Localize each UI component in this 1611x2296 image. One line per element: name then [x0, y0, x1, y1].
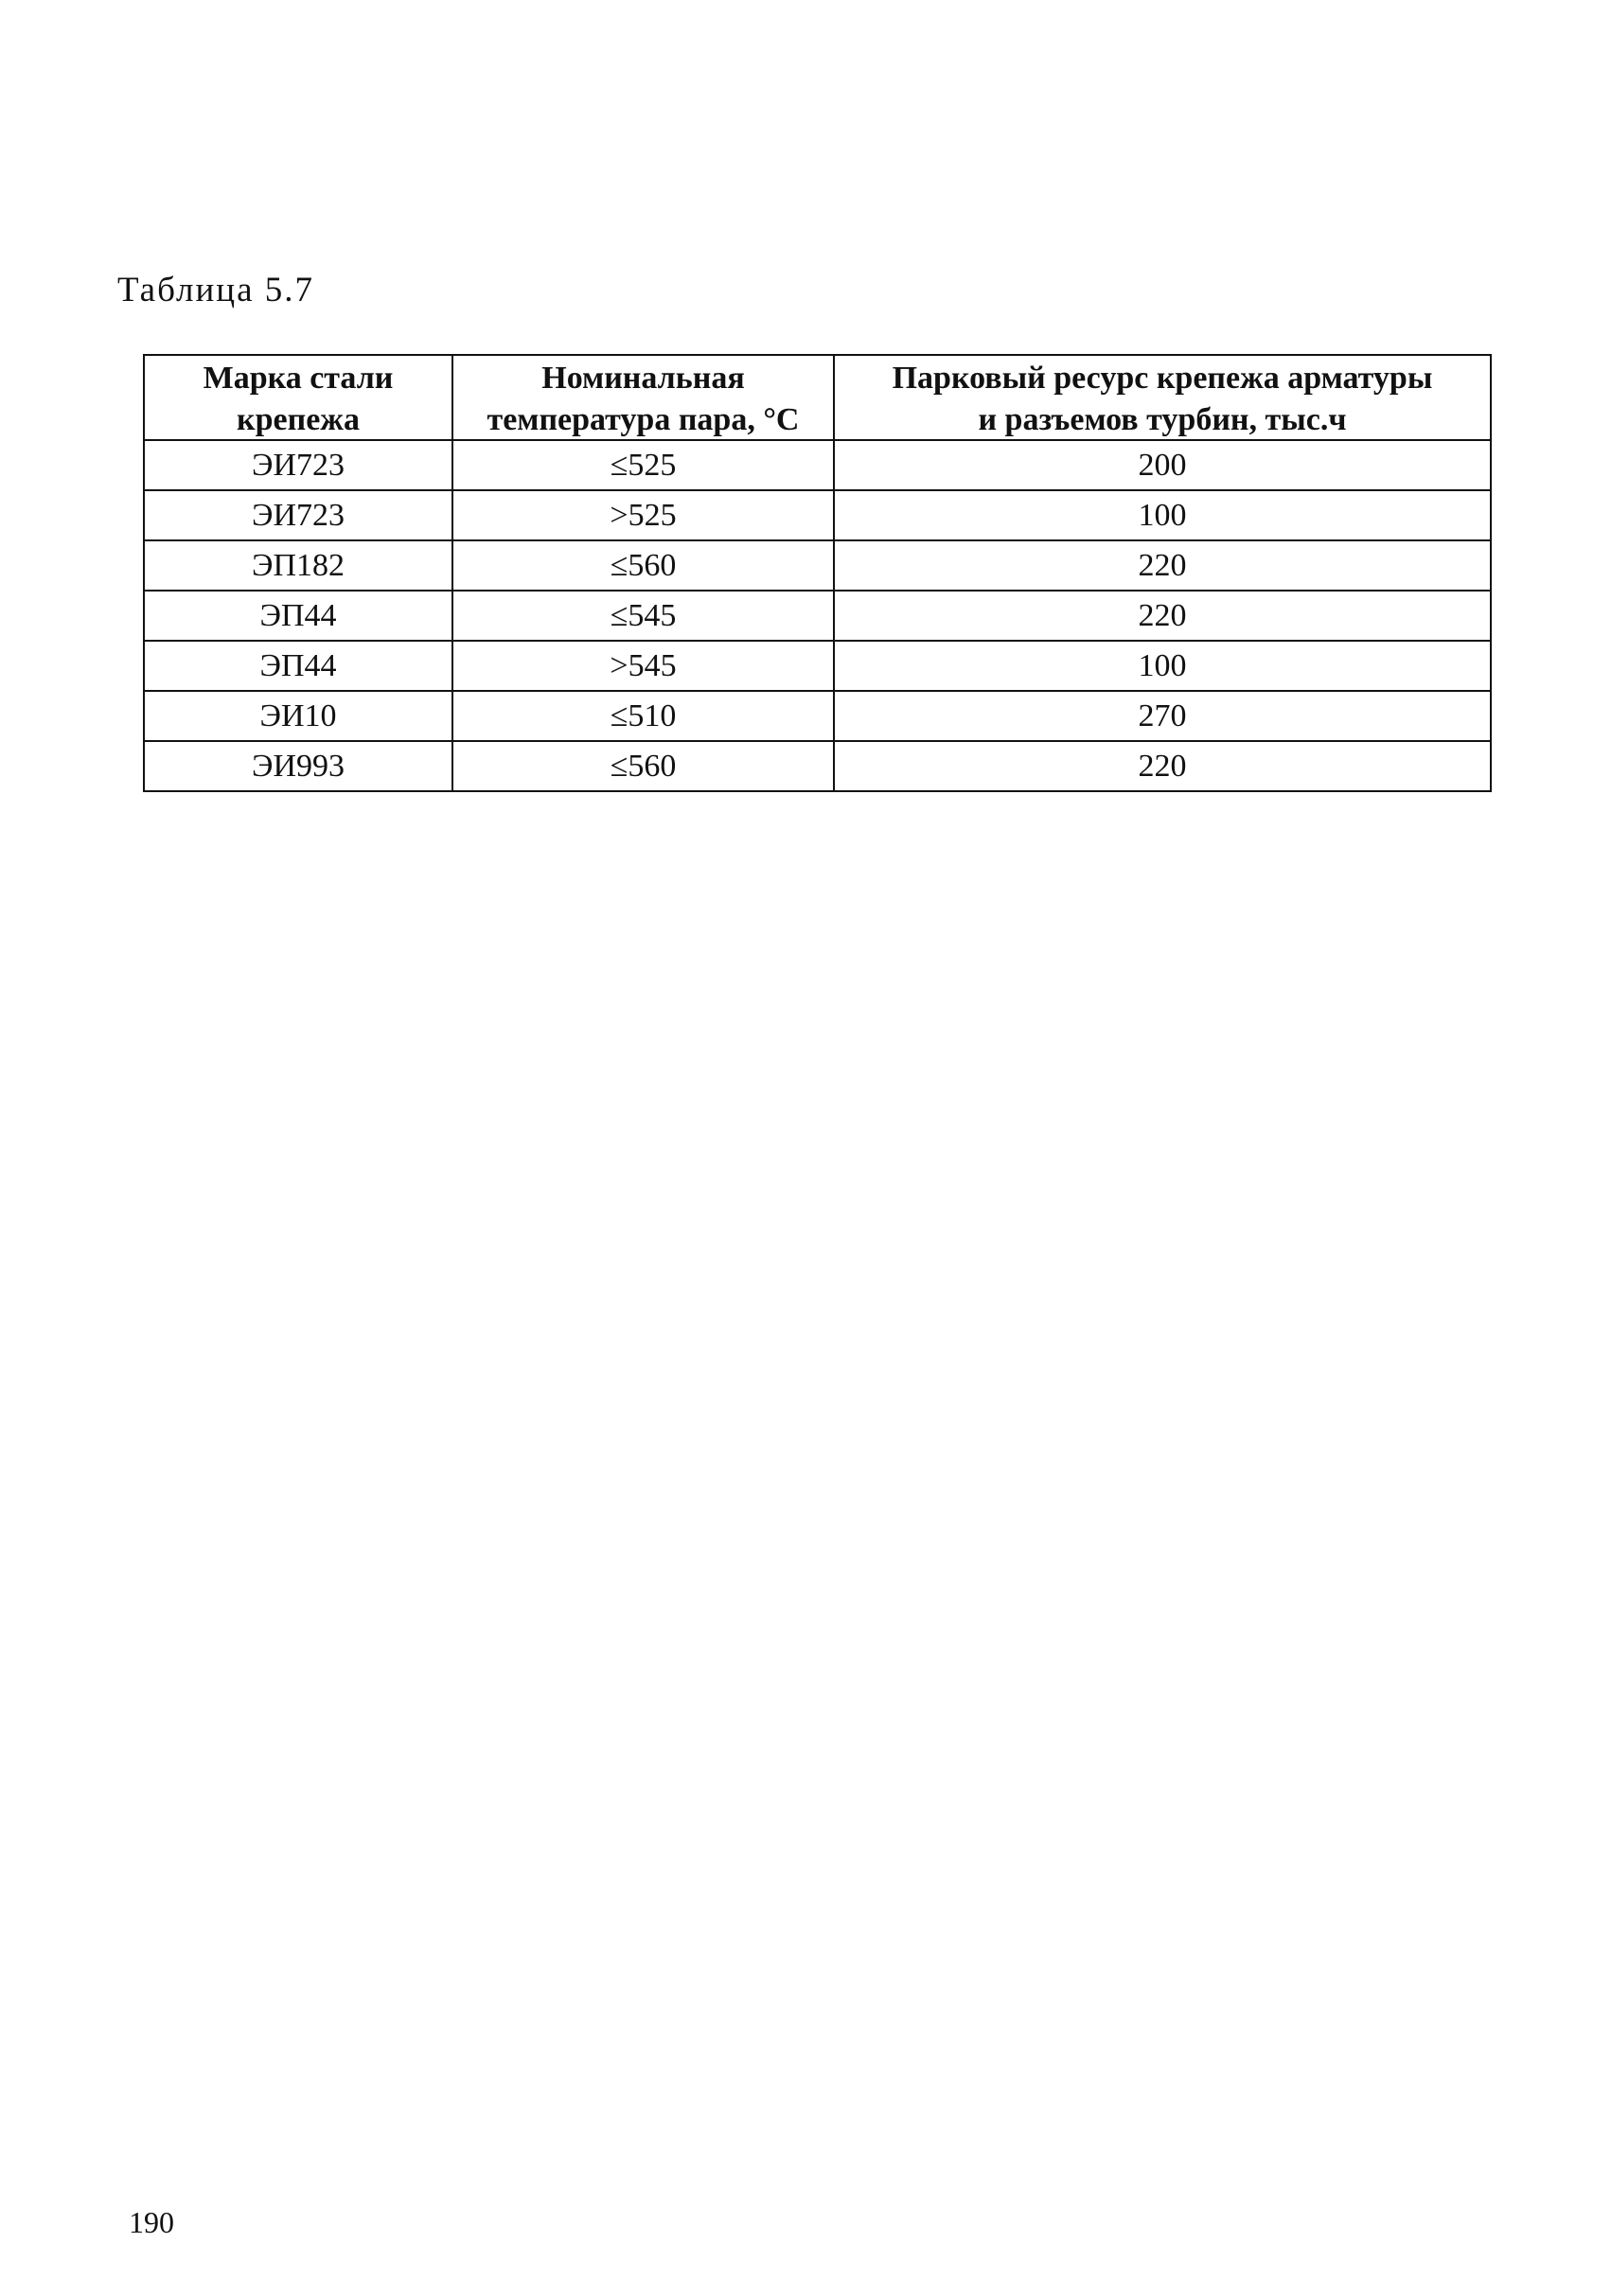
cell-resource: 220: [834, 540, 1491, 591]
cell-steel: ЭИ10: [144, 691, 452, 741]
cell-resource: 220: [834, 591, 1491, 641]
cell-resource: 270: [834, 691, 1491, 741]
cell-steel: ЭП44: [144, 641, 452, 691]
table-row: [144, 691, 1491, 741]
table-row: [144, 540, 1491, 591]
cell-temperature: ≤560: [452, 741, 834, 791]
steel-resource-table: [143, 354, 1492, 792]
header-temperature-line1: Номинальная: [541, 361, 745, 396]
cell-temperature: ≤525: [452, 440, 834, 490]
cell-steel: ЭИ723: [144, 440, 452, 490]
header-steel-grade-line1: Марка стали: [203, 361, 394, 396]
header-temperature: [452, 355, 834, 440]
table-row: [144, 741, 1491, 791]
cell-steel: ЭП182: [144, 540, 452, 591]
cell-resource: 100: [834, 641, 1491, 691]
cell-temperature: >525: [452, 490, 834, 540]
header-steel-grade: [144, 355, 452, 440]
cell-resource: 220: [834, 741, 1491, 791]
cell-steel: ЭП44: [144, 591, 452, 641]
table-row: [144, 490, 1491, 540]
cell-resource: 100: [834, 490, 1491, 540]
cell-resource: 200: [834, 440, 1491, 490]
cell-temperature: ≤545: [452, 591, 834, 641]
table-caption: Таблица 5.7: [117, 271, 314, 309]
cell-temperature: >545: [452, 641, 834, 691]
cell-temperature: ≤510: [452, 691, 834, 741]
page-number: 190: [129, 2205, 174, 2239]
header-park-resource: [834, 355, 1491, 440]
header-park-resource-line2: и разъемов турбин, тыс.ч: [978, 402, 1347, 437]
cell-steel: ЭИ723: [144, 490, 452, 540]
header-steel-grade-line2: крепежа: [237, 402, 360, 437]
cell-steel: ЭИ993: [144, 741, 452, 791]
table-row: [144, 591, 1491, 641]
table-header-row: [144, 355, 1491, 440]
header-park-resource-line1: Парковый ресурс крепежа арматуры: [892, 361, 1433, 396]
table-row: [144, 641, 1491, 691]
table-row: [144, 440, 1491, 490]
cell-temperature: ≤560: [452, 540, 834, 591]
header-temperature-line2: температура пара, °С: [487, 402, 800, 437]
